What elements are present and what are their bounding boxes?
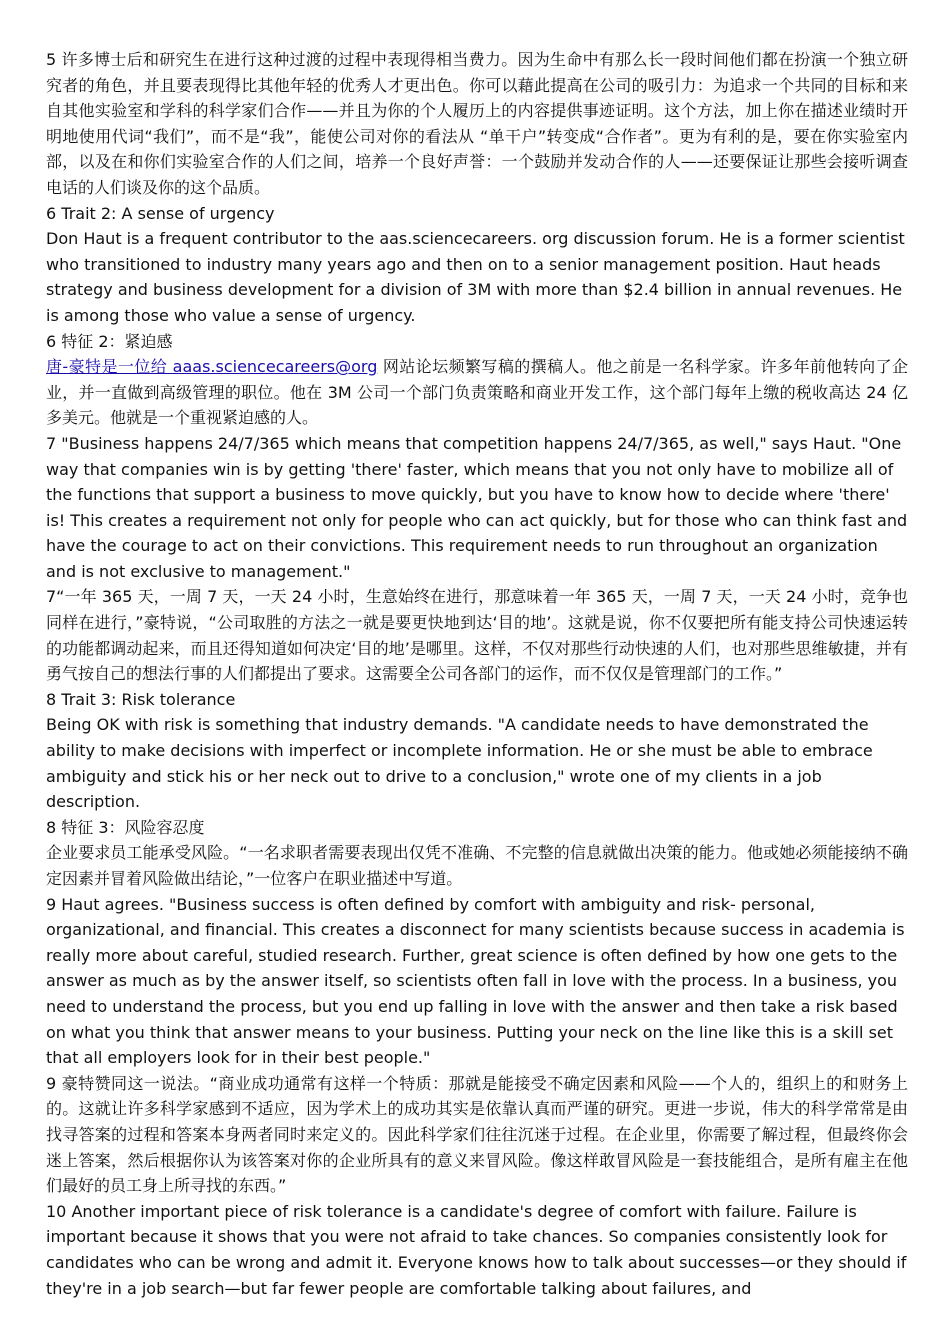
paragraph-8-zh: 企业要求员工能承受风险。“一名求职者需要表现出仅凭不准确、不完整的信息就做出决策的能力。他或她必须能接纳不确定因素并冒着风险做出结论，”一位客户在职业描述中写道。 <box>46 843 908 888</box>
paragraph-10-en: 10 Another important piece of risk tolerance is a candidate's degree of comfort with failure. Failure is important because it shows that you were not afraid to take chances. So companies consistently look for candidates who can be wrong and admit it. Everyone knows how to talk about successes—or they should if they're in a job search—but far fewer people are comfortable talking about failures, and <box>46 1201 907 1298</box>
document-page <box>46 47 908 1301</box>
paragraph-6-zh-text: 网站论坛频繁写稿的撰稿人。他之前是一名科学家。许多年前他转向了企业，并一直做到高级管理的职位。他在 3M 公司一个部门负责策略和商业开发工作，这个部门每年上缴的税收高达 24 亿多美元。他就是一个重视紧迫感的人。 <box>46 357 908 428</box>
paragraph-5-zh: 5 许多博士后和研究生在进行这种过渡的过程中表现得相当费力。因为生命中有那么长一段时间他们都在扮演一个独立研究者的角色，并且要表现得比其他年轻的优秀人才更出色。你可以藉此提高在公司的吸引力：为追求一个共同的目标和来自其他实验室和学科的科学家们合作——并且为你的个人履历上的内容提供事迹证明。这个方法，加上你在描述业绩时开明地使用代词“我们”，而不是“我”，能使公司对你的看法从 “单干户”转变成“合作者”。更为有利的是，要在你实验室内部，以及在和你们实验室合作的人们之间，培养一个良好声誉：一个鼓励并发动合作的人——还要保证让那些会接听调查电话的人们谈及你的这个品质。 <box>46 50 908 197</box>
heading-8-en: 8 Trait 3: Risk tolerance <box>46 689 236 709</box>
forum-link[interactable]: 唐-豪特是一位给 aaas.sciencecareers@org <box>46 357 378 377</box>
heading-8-zh: 8 特征 3：风险容忍度 <box>46 817 205 837</box>
paragraph-7-zh: 7“一年 365 天，一周 7 天，一天 24 小时，生意始终在进行，那意味着一年 365 天，一周 7 天，一天 24 小时，竞争也同样在进行，”豪特说，“公司取胜的方法之一就是要更快地到达‘目的地’。这就是说，你不仅要把所有能支持公司快速运转的功能都调动起来，而且还得知道如何决定‘目的地’是哪里。这样，不仅对那些行动快速的人们，也对那些思维敏捷，并有勇气按自己的想法行事的人们都提出了要求。这需要全公司各部门的运作，而不仅仅是管理部门的工作。” <box>46 587 908 684</box>
paragraph-9-en: 9 Haut agrees. "Business success is often defined by comfort with ambiguity and risk- personal, organizational, and financial. This creates a disconnect for many scientists because success in academia is really more about careful, studied research. Further, great science is often defined by how one gets to the answer as much as by the answer itself, so scientists often fall in love with the process. In a business, you need to understand the process, but you end up falling in love with the answer and then take a risk based on what you think that answer means to your business. Putting your neck on the line like this is a skill set that all employers look for in their best people." <box>46 894 905 1068</box>
paragraph-9-zh: 9 豪特赞同这一说法。“商业成功通常有这样一个特质：那就是能接受不确定因素和风险——个人的，组织上的和财务上的。这就让许多科学家感到不适应，因为学术上的成功其实是依靠认真而严谨的研究。更进一步说，伟大的科学常常是由找寻答案的过程和答案本身两者同时来定义的。因此科学家们往往沉迷于过程。在企业里，你需要了解过程，但最终你会迷上答案，然后根据你认为该答案对你的企业所具有的意义来冒风险。像这样敢冒风险是一套技能组合，是所有雇主在他们最好的员工身上所寻找的东西。” <box>46 1073 908 1196</box>
paragraph-8-en: Being OK with risk is something that industry demands. "A candidate needs to have demonstrated the ability to make decisions with imperfect or incomplete information. He or she must be able to embrace ambiguity and stick his or her neck out to drive to a conclusion," wrote one of my clients in a job description. <box>46 715 873 812</box>
paragraph-7-en: 7 "Business happens 24/7/365 which means that competition happens 24/7/365, as well," says Haut. "One way that companies win is by getting 'there' faster, which means that you not only have to mobilize all of the functions that support a business to move quickly, but you have to know how to decide where 'there' is! This creates a requirement not only for people who can act quickly, but for those who can think fast and have the courage to act on their convictions. This requirement needs to run throughout an organization and is not exclusive to management." <box>46 433 908 581</box>
paragraph-6-en: Don Haut is a frequent contributor to the aas.sciencecareers. org discussion forum. He is a former scientist who transitioned to industry many years ago and then on to a senior management position. Haut heads strategy and business development for a division of 3M with more than $2.4 billion in annual revenues. He is among those who value a sense of urgency. <box>46 229 905 325</box>
heading-6-en: 6 Trait 2: A sense of urgency <box>46 203 275 223</box>
paragraph-6-zh <box>46 354 908 431</box>
heading-6-zh: 6 特征 2：紧迫感 <box>46 331 173 351</box>
